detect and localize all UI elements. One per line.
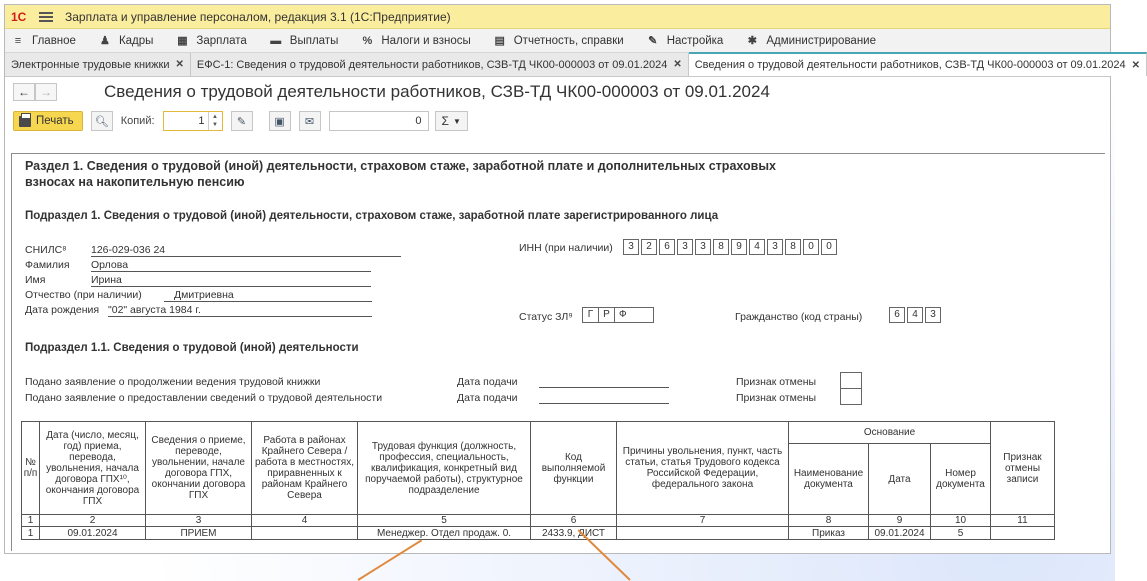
inn-digit: 9 bbox=[731, 239, 747, 255]
window-title: Зарплата и управление персоналом, редакция 3.1 (1С:Предприятие) bbox=[65, 9, 451, 24]
citizenship-cells bbox=[889, 307, 943, 323]
menu-item-admin[interactable] bbox=[745, 35, 876, 47]
menu-item-salary[interactable] bbox=[175, 35, 246, 47]
print-button[interactable] bbox=[13, 111, 83, 131]
inn-digit: 3 bbox=[767, 239, 783, 255]
sigma-icon: Σ bbox=[441, 114, 449, 128]
date-submit-label-2: Дата подачи bbox=[457, 392, 518, 404]
col-docdate-header: Дата bbox=[869, 444, 931, 515]
cell-event: ПРИЕМ bbox=[146, 527, 252, 540]
status-label: Статус ЗЛ⁹ bbox=[519, 311, 573, 323]
provide-info-label: Подано заявление о предоставлении сведений о трудовой деятельности bbox=[25, 392, 383, 404]
col-number: 5 bbox=[358, 515, 531, 527]
tab-label: ЕФС-1: Сведения о трудовой деятельности работников, СЗВ-ТД ЧК00-000003 от 09.01.2024 bbox=[196, 58, 668, 71]
percent-icon: % bbox=[362, 34, 373, 47]
inn-label: ИНН (при наличии) bbox=[519, 242, 613, 254]
col-number: 11 bbox=[991, 515, 1055, 527]
col-number: 9 bbox=[869, 515, 931, 527]
col-cancel-header: Признак отмены записи bbox=[991, 422, 1055, 515]
cancel-box-2 bbox=[840, 388, 862, 405]
country-digit: 4 bbox=[907, 307, 923, 323]
cancel-label-1: Признак отмены bbox=[736, 376, 817, 388]
inn-digit: 8 bbox=[785, 239, 801, 255]
col-number: 8 bbox=[789, 515, 869, 527]
status-letter: Р bbox=[598, 307, 614, 323]
title-bar bbox=[5, 5, 1110, 29]
app-logo: 1С bbox=[11, 9, 27, 24]
birthdate-label: Дата рождения bbox=[25, 304, 100, 316]
inn-digit: 4 bbox=[749, 239, 765, 255]
menu-icon: ≡ bbox=[14, 34, 22, 47]
app-window bbox=[4, 4, 1140, 554]
sum-button[interactable] bbox=[435, 111, 468, 131]
status-letter: Г bbox=[582, 307, 598, 323]
tab-szv-td[interactable] bbox=[689, 52, 1147, 76]
copies-input[interactable] bbox=[163, 111, 223, 131]
table-row bbox=[22, 527, 1055, 540]
calculator-icon: ▦ bbox=[177, 35, 188, 47]
subsection11-heading: Подраздел 1.1. Сведения о трудовой (иной) деятельности bbox=[25, 342, 359, 354]
tab-electronic-books[interactable] bbox=[5, 53, 191, 76]
toolbar bbox=[5, 107, 1110, 135]
cell-reasons bbox=[617, 527, 789, 540]
continue-book-label: Подано заявление о продолжении ведения трудовой книжки bbox=[25, 376, 321, 388]
reports-icon: ▤ bbox=[494, 35, 505, 47]
mail-icon[interactable]: ✉ bbox=[299, 111, 321, 131]
snils-label: СНИЛС⁸ bbox=[25, 244, 67, 256]
printer-icon bbox=[19, 116, 31, 127]
menu-item-reports[interactable] bbox=[493, 35, 624, 47]
inn-digit: 0 bbox=[821, 239, 837, 255]
copies-label: Копий: bbox=[120, 115, 155, 127]
spinner-icon[interactable]: ▲ ▼ bbox=[208, 112, 222, 130]
forward-arrow-icon[interactable]: → bbox=[35, 83, 57, 101]
copies-value: 1 bbox=[198, 115, 205, 127]
menu-item-taxes[interactable] bbox=[360, 35, 470, 47]
tab-label: Сведения о трудовой деятельности работников, СЗВ-ТД ЧК00-000003 от 09.01.2024 bbox=[694, 59, 1126, 71]
cell-docdate: 09.01.2024 bbox=[869, 527, 931, 540]
col-docname-header: Наименование документа bbox=[789, 444, 869, 515]
cell-north bbox=[252, 527, 358, 540]
firstname-value: Ирина bbox=[91, 274, 371, 287]
date-submit-line-2 bbox=[539, 403, 669, 404]
col-number: 4 bbox=[252, 515, 358, 527]
edit-icon[interactable]: ✎ bbox=[231, 111, 253, 131]
cell-cancel bbox=[991, 527, 1055, 540]
col-function-header: Трудовая функция (должность, профессия, специальность, квалификация, конкретный вид поручаемой работы), структурное подразделение bbox=[358, 422, 531, 515]
menu-label: Налоги и взносы bbox=[381, 34, 471, 47]
close-icon[interactable]: ✕ bbox=[1131, 59, 1140, 71]
cell-num: 1 bbox=[22, 527, 40, 540]
inn-digit: 3 bbox=[695, 239, 711, 255]
tab-efs1[interactable] bbox=[191, 53, 689, 76]
inn-digit: 8 bbox=[713, 239, 729, 255]
col-code-header: Код выполняемой функции bbox=[531, 422, 617, 515]
status-letter: Ф bbox=[614, 307, 654, 323]
col-number: 6 bbox=[531, 515, 617, 527]
cell-docname: Приказ bbox=[789, 527, 869, 540]
people-icon: ♟ bbox=[100, 35, 110, 47]
date-submit-label-1: Дата подачи bbox=[457, 376, 518, 388]
cell-function: Менеджер. Отдел продаж. 0. bbox=[358, 527, 531, 540]
col-reasons-header: Причины увольнения, пункт, часть статьи, статья Трудового кодекса Российской Федерации, федерального закона bbox=[617, 422, 789, 515]
menu-label: Администрирование bbox=[766, 34, 876, 47]
status-cells bbox=[582, 307, 654, 323]
inn-digit: 6 bbox=[659, 239, 675, 255]
col-number: 10 bbox=[931, 515, 991, 527]
date-submit-line-1 bbox=[539, 387, 669, 388]
save-icon[interactable]: ▣ bbox=[269, 111, 291, 131]
sum-field[interactable]: 0 bbox=[329, 111, 429, 131]
cell-docnumber: 5 bbox=[931, 527, 991, 540]
chevron-down-icon: ▼ bbox=[452, 116, 461, 126]
inn-digit: 3 bbox=[677, 239, 693, 255]
preview-icon[interactable]: 🔍︎ bbox=[91, 111, 113, 131]
subsection1-heading: Подраздел 1. Сведения о трудовой (иной) деятельности, страховом стаже, заработной плате зарегистрированного лица bbox=[25, 210, 719, 222]
col-event-header: Сведения о приеме, переводе, увольнении, начале договора ГПХ, окончании договора ГПХ bbox=[146, 422, 252, 515]
menu-label: Зарплата bbox=[196, 34, 247, 47]
cancel-box-1 bbox=[840, 372, 862, 389]
birthdate-value: "02" августа 1984 г. bbox=[108, 304, 372, 317]
menu-label: Главное bbox=[32, 34, 76, 47]
menu-item-payments[interactable] bbox=[269, 35, 339, 47]
cancel-label-2: Признак отмены bbox=[736, 392, 817, 404]
page-title: Сведения о трудовой деятельности работников, СЗВ-ТД ЧК00-000003 от 09.01.2024 bbox=[104, 82, 770, 101]
inn-digit: 3 bbox=[623, 239, 639, 255]
hamburger-menu-icon[interactable] bbox=[39, 12, 53, 22]
money-icon: ▬ bbox=[270, 34, 282, 47]
labor-activity-table bbox=[21, 421, 1055, 540]
snils-value: 126-029-036 24 bbox=[91, 244, 401, 257]
inn-digit: 0 bbox=[803, 239, 819, 255]
col-basis-header: Основание bbox=[789, 422, 991, 444]
lastname-label: Фамилия bbox=[25, 259, 70, 271]
wrench-icon: ✎ bbox=[648, 35, 658, 47]
cell-code: 2433.9, ДИСТ bbox=[531, 527, 617, 540]
country-digit: 6 bbox=[889, 307, 905, 323]
col-number: 7 bbox=[617, 515, 789, 527]
firstname-label: Имя bbox=[25, 274, 46, 286]
col-num-header: № п/п bbox=[22, 422, 40, 515]
citizenship-label: Гражданство (код страны) bbox=[735, 311, 863, 323]
print-label: Печать bbox=[36, 115, 74, 127]
lastname-value: Орлова bbox=[91, 259, 371, 272]
back-arrow-icon[interactable]: ← bbox=[13, 83, 35, 101]
column-numbers-row bbox=[22, 515, 1055, 527]
menu-item-main[interactable] bbox=[11, 35, 76, 47]
country-digit: 3 bbox=[925, 307, 941, 323]
section1-heading-line1: Раздел 1. Сведения о трудовой (иной) деятельности, страховом стаже, заработной плате и дополнительных страховых bbox=[25, 159, 776, 173]
col-north-header: Работа в районах Крайнего Севера / работа в местностях, приравненных к районам Крайнего Севера bbox=[252, 422, 358, 515]
inn-cells bbox=[623, 239, 839, 255]
cell-date: 09.01.2024 bbox=[40, 527, 146, 540]
col-date-header: Дата (число, месяц, год) приема, перевода, увольнения, начала договора ГПХ¹⁰, окончания договора ГПХ bbox=[40, 422, 146, 515]
menu-item-settings[interactable] bbox=[646, 35, 724, 47]
main-menu bbox=[5, 29, 1110, 53]
col-docnumber-header: Номер документа bbox=[931, 444, 991, 515]
menu-label: Кадры bbox=[118, 34, 154, 47]
menu-label: Отчетность, справки bbox=[513, 34, 624, 47]
col-number: 3 bbox=[146, 515, 252, 527]
document-header bbox=[5, 77, 1110, 107]
close-icon[interactable]: ✕ bbox=[673, 59, 682, 70]
tabs-bar bbox=[5, 53, 1140, 77]
col-number: 1 bbox=[22, 515, 40, 527]
tab-label: Электронные трудовые книжки bbox=[11, 58, 170, 71]
section1-heading-line2: взносах на накопительную пенсию bbox=[25, 175, 245, 189]
report-document bbox=[11, 153, 1105, 551]
menu-label: Выплаты bbox=[289, 34, 339, 47]
patronymic-value: Дмитриевна bbox=[164, 289, 372, 302]
col-number: 2 bbox=[40, 515, 146, 527]
close-icon[interactable]: ✕ bbox=[175, 59, 184, 70]
inn-digit: 2 bbox=[641, 239, 657, 255]
gear-icon: ✱ bbox=[747, 35, 757, 47]
patronymic-label: Отчество (при наличии) bbox=[25, 289, 142, 301]
menu-item-hr[interactable] bbox=[98, 35, 153, 47]
table-header-row bbox=[22, 422, 1055, 444]
menu-label: Настройка bbox=[666, 34, 724, 47]
